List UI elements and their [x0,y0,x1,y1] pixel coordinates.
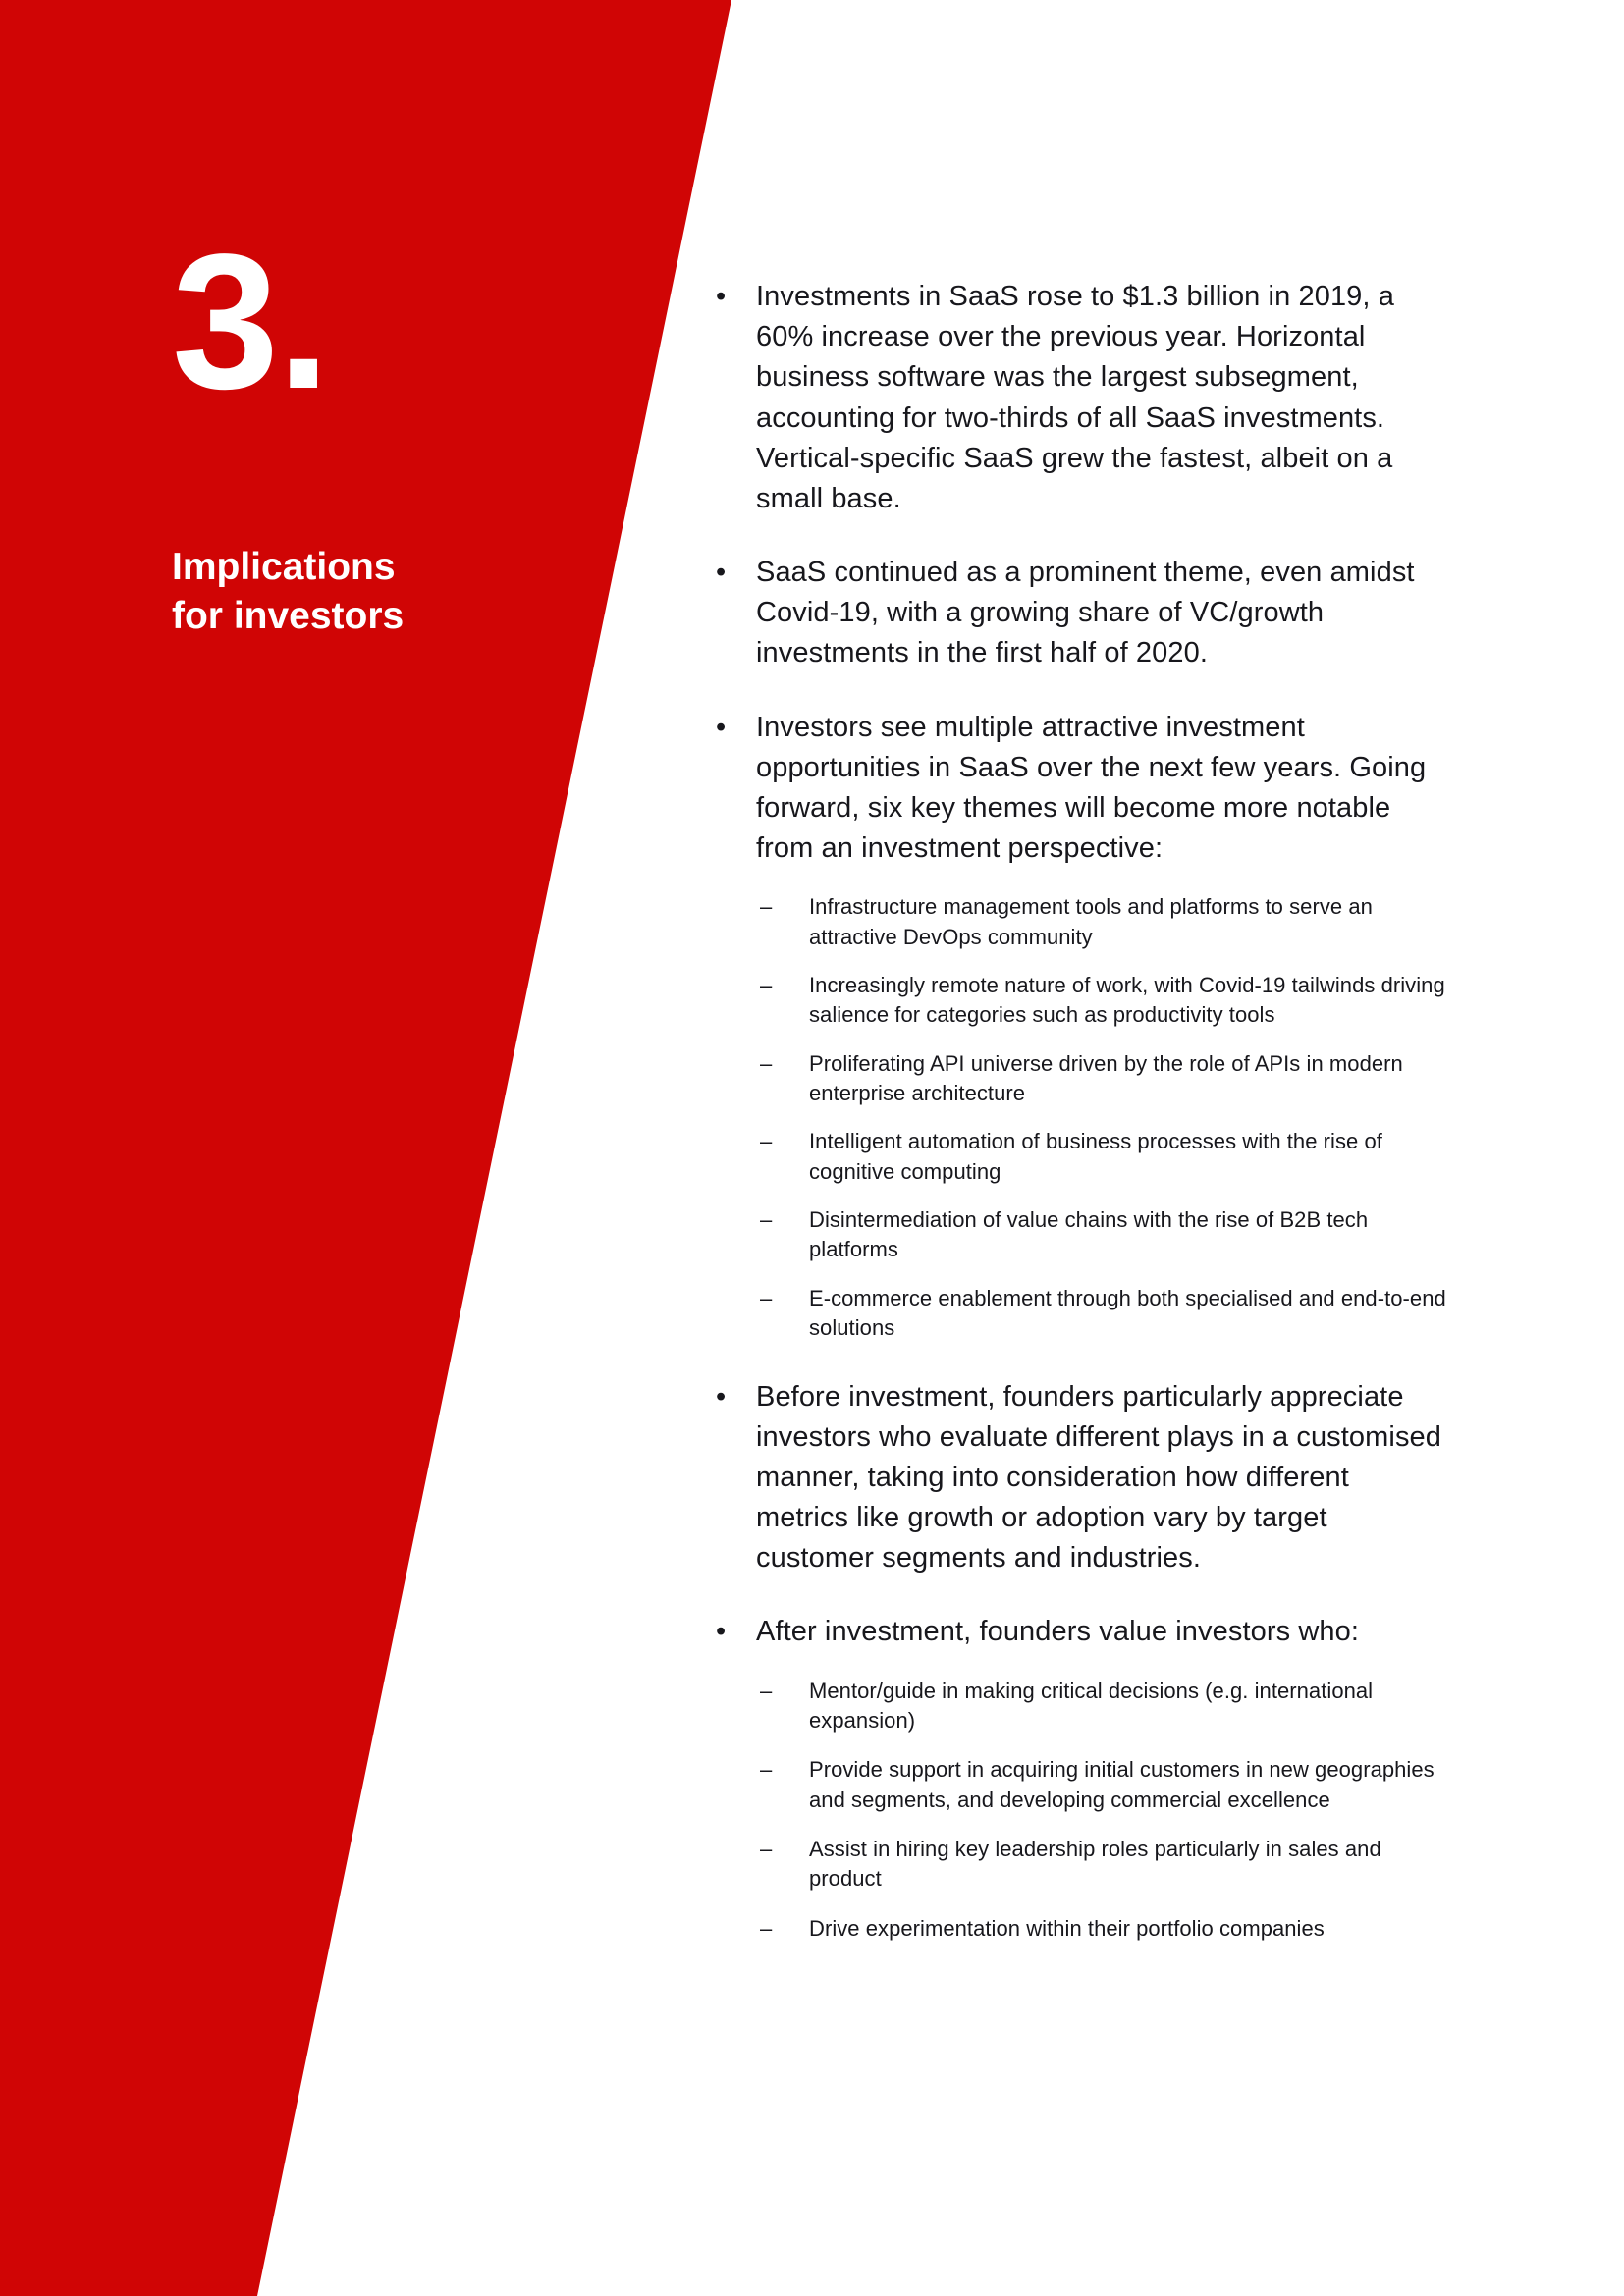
list-item [705,708,1451,1344]
sub-list-item [760,1914,1451,1944]
dash-icon: – [760,894,773,920]
sub-list-item [760,1049,1451,1109]
sub-list-item [760,1755,1451,1815]
sub-list-item-text: Proliferating API universe driven by the role of APIs in modern enterprise architecture [809,1050,1403,1106]
bullet-point-icon: • [716,281,727,312]
sub-list-item [760,971,1451,1031]
sub-list-item-text: Disintermediation of value chains with the rise of B2B tech platforms [809,1207,1369,1262]
sub-list-item-text: Intelligent automation of business processes with the rise of cognitive computing [809,1129,1382,1184]
dash-icon: – [760,1050,773,1076]
red-accent-panel [0,0,766,2296]
page-title-line-1: Implications [172,546,396,588]
dash-icon: – [760,1678,773,1703]
sub-list [756,892,1451,1343]
sub-list-item-text: Provide support in acquiring initial customers in new geographies and segments, and developing commercial excellence [809,1757,1435,1812]
sub-list-item-text: Assist in hiring key leadership roles particularly in sales and product [809,1837,1381,1892]
dash-icon: – [760,972,773,997]
sub-list-item-text: E-commerce enablement through both specialised and end-to-end solutions [809,1285,1446,1341]
bullet-point-icon: • [716,557,727,589]
sub-list-item [760,1127,1451,1187]
sub-list [756,1677,1451,1945]
list-item [705,1612,1451,1944]
sub-list-item-text: Drive experimentation within their portfolio companies [809,1915,1325,1941]
sub-list-item [760,1284,1451,1344]
list-item-text: Investments in SaaS rose to $1.3 billion in 2019, a 60% increase over the previous year. Horizontal business software was the largest subsegment, accounting for two-thirds of all SaaS investments. Vertical-specific SaaS grew the fastest, albeit on a small base. [756,281,1394,514]
dash-icon: – [760,1207,773,1233]
page-title-line-2: for investors [172,594,405,637]
list-item-text: Investors see multiple attractive investment opportunities in SaaS over the next few years. Going forward, six key themes will become more notable from an investment perspective: [756,711,1427,865]
bullet-point-icon: • [716,711,727,743]
list-item-text: After investment, founders value investors who: [756,1616,1359,1648]
list-item [705,553,1451,674]
sub-list-item [760,1835,1451,1895]
dash-icon: – [760,1129,773,1154]
dash-icon: – [760,1285,773,1310]
bullet-point-icon: • [716,1380,727,1413]
sub-list-item [760,1677,1451,1736]
list-item [705,1377,1451,1579]
dash-icon: – [760,1837,773,1862]
list-item [705,277,1451,519]
dash-icon: – [760,1915,773,1941]
sub-list-item-text: Infrastructure management tools and platforms to serve an attractive DevOps community [809,894,1373,949]
list-item-text: SaaS continued as a prominent theme, even amidst Covid-19, with a growing share of VC/growth investments in the first half of 2020. [756,557,1415,669]
bullet-list [705,277,1451,1963]
sub-list-item-text: Increasingly remote nature of work, with Covid-19 tailwinds driving salience for categories such as productivity tools [809,972,1445,1028]
list-item-text: Before investment, founders particularly appreciate investors who evaluate different plays in a customised manner, taking into consideration how different metrics like growth or adoption vary by target customer segments and industries. [756,1380,1442,1575]
dash-icon: – [760,1757,773,1783]
sub-list-item-text: Mentor/guide in making critical decisions (e.g. international expansion) [809,1678,1374,1733]
sub-list-item [760,892,1451,952]
bullet-point-icon: • [716,1616,727,1648]
page-title [172,543,565,641]
sub-list-item [760,1205,1451,1265]
section-number: 3. [172,214,329,429]
